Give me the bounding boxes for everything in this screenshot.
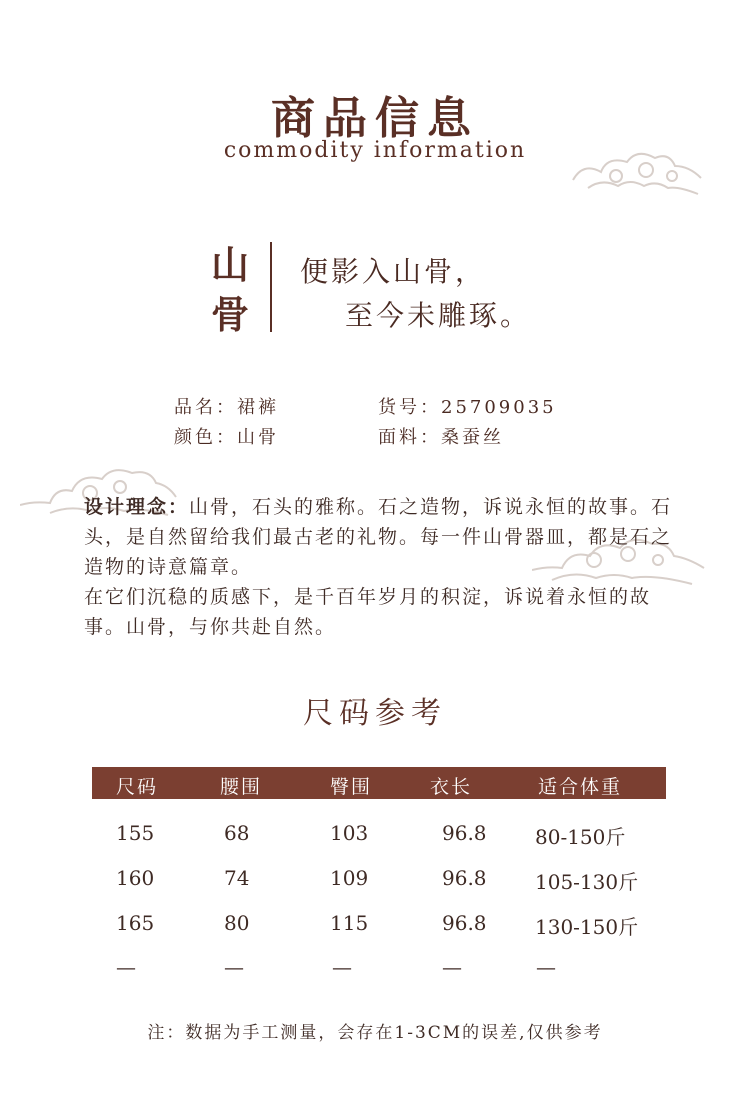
- header-size: 尺码: [116, 776, 159, 798]
- poem-line-2: 至今未雕琢。: [345, 299, 532, 332]
- description-paragraph-2: 在它们沉稳的质感下，是千百年岁月的积淀，诉说着永恒的故事。山骨，与你共赴自然。: [84, 586, 652, 638]
- spec-value: 桑蚕丝: [441, 427, 504, 448]
- header-weight: 适合体重: [538, 776, 623, 798]
- table-cell: 68: [224, 821, 250, 845]
- table-cell: —: [442, 955, 462, 979]
- description-label: 设计理念：: [84, 496, 190, 518]
- table-cell: 96.8: [442, 821, 487, 845]
- measurement-note: 注：数据为手工测量，会存在1-3CM的误差,仅供参考: [147, 1023, 603, 1043]
- table-cell: 115: [330, 911, 369, 935]
- spec-value: 25709035: [441, 397, 557, 418]
- page-subtitle: commodity information: [223, 138, 527, 163]
- table-cell: —: [116, 955, 136, 979]
- spec-color: [174, 423, 279, 449]
- description-paragraph-1: [84, 492, 674, 582]
- table-cell: 105-130斤: [535, 870, 639, 894]
- table-cell: 160: [116, 866, 155, 890]
- table-cell: —: [224, 955, 244, 979]
- brand-name-line2: 骨: [210, 292, 249, 337]
- table-cell: 109: [330, 866, 369, 890]
- table-cell: —: [332, 955, 352, 979]
- spec-sku: [378, 393, 557, 419]
- table-cell: 155: [116, 821, 155, 845]
- spec-label: 货号：: [378, 397, 441, 418]
- spec-label: 品名：: [174, 397, 237, 418]
- spec-label: 颜色：: [174, 427, 237, 448]
- table-cell: 165: [116, 911, 155, 935]
- cloud-icon: [568, 150, 708, 200]
- spec-value: 裙裤: [237, 397, 279, 418]
- description-text: 山骨，石头的雅称。石之造物，诉说永恒的故事。石头，是自然留给我们最古老的礼物。每一件山骨器皿，都是石之造物的诗意篇章。: [84, 496, 673, 578]
- table-cell: 80-150斤: [535, 825, 626, 849]
- design-description: [84, 492, 674, 642]
- brand-name: [205, 240, 255, 340]
- table-cell: 130-150斤: [535, 915, 639, 939]
- spec-value: 山骨: [237, 427, 279, 448]
- header-waist: 腰围: [220, 776, 263, 798]
- table-cell: 103: [330, 821, 369, 845]
- table-cell: 80: [224, 911, 250, 935]
- spec-label: 面料：: [378, 427, 441, 448]
- table-cell: —: [536, 955, 556, 979]
- poem-line-1: 便影入山骨，: [300, 255, 487, 288]
- header-length: 衣长: [430, 776, 473, 798]
- brand-name-line1: 山: [210, 242, 249, 287]
- size-section-title: 尺码参考: [303, 696, 447, 731]
- spec-product-name: [174, 393, 279, 419]
- table-cell: 96.8: [442, 866, 487, 890]
- brand-divider: [270, 242, 272, 332]
- spec-fabric: [378, 423, 504, 449]
- table-cell: 74: [224, 866, 250, 890]
- table-cell: 96.8: [442, 911, 487, 935]
- page-title: 商品信息: [271, 93, 479, 144]
- header-hip: 臀围: [330, 776, 373, 798]
